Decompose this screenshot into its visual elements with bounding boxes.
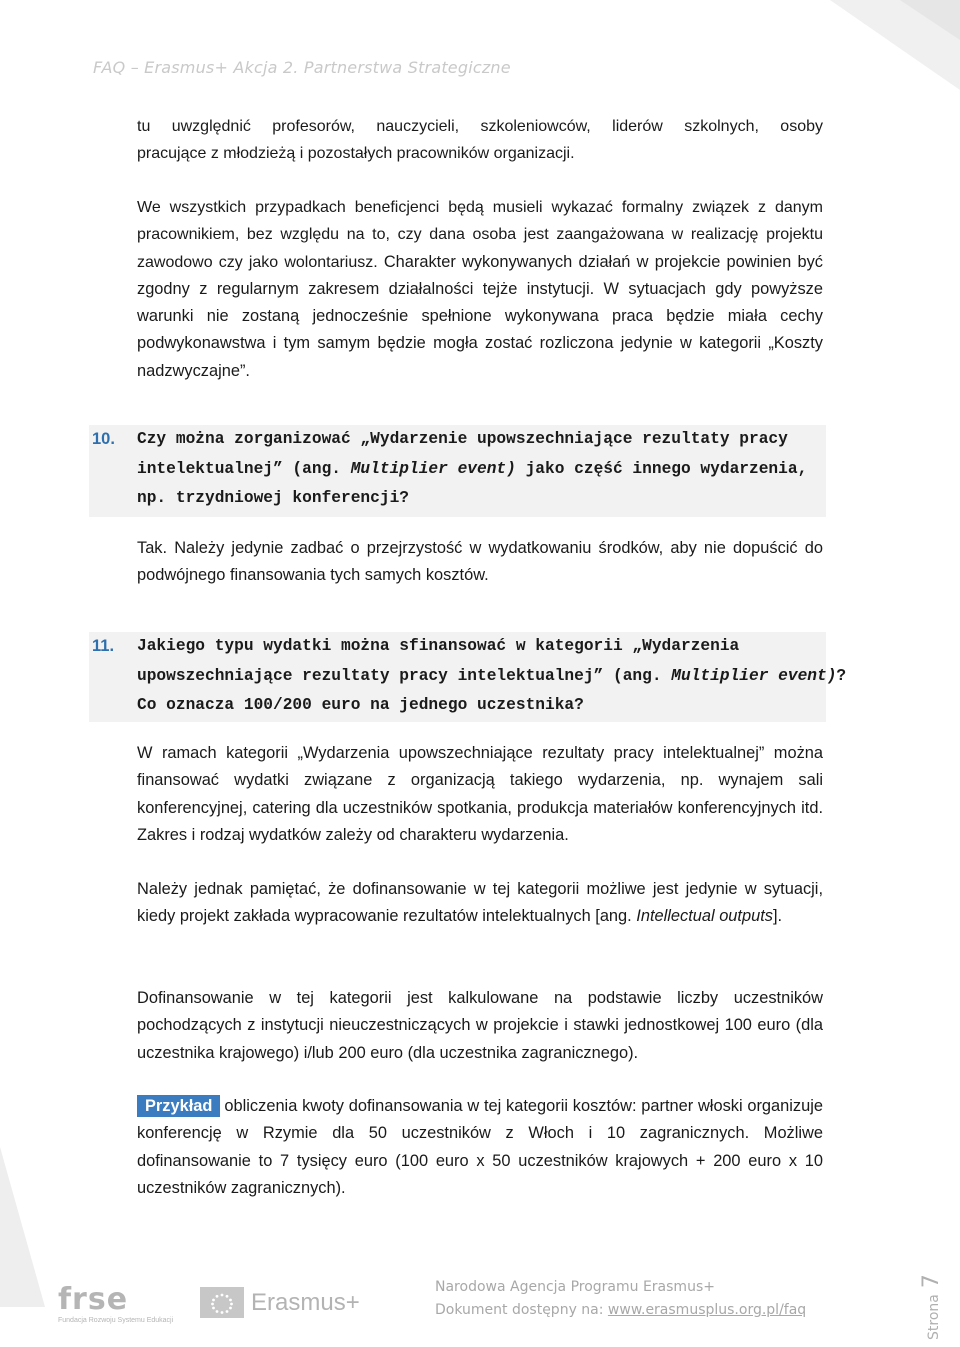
answer-11-paragraph-3: Dofinansowanie w tej kategorii jest kalkulowane na podstawie liczby uczestników pochodzących z instytucji nieuczestniczących w projekcie i stawki jednostkowej 100 euro (dla uczestnika krajowego) i/lub 200 euro (dla uczestnika zagranicznego). — [137, 989, 823, 1062]
page-number — [916, 1262, 946, 1340]
paragraph-text: Należy jednak pamiętać, że dofinansowanie w tej kategorii możliwe jest jedynie w sytuacji, kiedy projekt zakłada wypracowanie rezultatów intelektualnych [ang. — [137, 880, 823, 926]
intro-line-1: tu uwzględnić profesorów, nauczycieli, szkoleniowców, liderów szkolnych, osoby — [137, 118, 823, 135]
corner-decoration-left — [0, 1147, 45, 1307]
question-number: 10. — [92, 430, 115, 448]
question-fragment: ? — [836, 666, 847, 685]
question-10 — [89, 425, 826, 517]
erasmus-logo — [200, 1287, 360, 1318]
paragraph-relationship — [137, 194, 823, 385]
paragraph-intro — [137, 113, 823, 168]
question-11 — [89, 632, 847, 722]
frse-logo-subtitle: Fundacja Rozwoju Systemu Edukacji — [58, 1317, 174, 1324]
footer-doc-link[interactable]: www.erasmusplus.org.pl/faq — [607, 1302, 807, 1318]
frse-logo-text: frse — [58, 1282, 129, 1317]
footer-agency: Narodowa Agencja Programu Erasmus+ — [435, 1279, 715, 1295]
page-number-rotated — [919, 1260, 943, 1340]
question-text — [137, 632, 847, 721]
question-line: np. trzydniowej konferencji? — [137, 489, 409, 507]
example-paragraph — [137, 1093, 823, 1202]
question-fragment-italic: Multiplier event) — [350, 459, 516, 478]
eu-flag-icon — [200, 1287, 244, 1318]
frse-logo — [58, 1282, 174, 1324]
relationship-text-a: We wszystkich przypadkach beneficjenci będą musieli wykazać formalny związek z danym pracownikiem, bez względu na to, czy dana osoba jest zaangażowana w realizację projektu zawodowo czy jako wolontariusz. — [137, 199, 823, 271]
paragraph-text-tail: ]. — [772, 907, 783, 926]
question-fragment: upowszechniające rezultaty pracy intelektualnej” (ang. — [137, 666, 672, 685]
example-text: obliczenia kwoty dofinansowania w tej kategorii kosztów: partner włoski organizuje konferencję w Rzymie dla 50 uczestników z Włoch i 10 zagranicznych. Możliwe dofinansowanie to 7 tysięcy euro (100 euro x 50 uczestników krajowych + 200 euro x 10 uczestników zagranicznych). — [137, 1097, 823, 1197]
question-line — [137, 662, 847, 692]
question-line: Jakiego typu wydatki można sfinansować w kategorii „Wydarzenia — [137, 637, 740, 655]
footer-document — [435, 1299, 806, 1322]
eu-stars-icon — [207, 1292, 237, 1314]
intro-line-2: pracujące z młodzieżą i pozostałych pracowników organizacji. — [137, 145, 575, 163]
question-line — [137, 455, 826, 485]
footer-info — [435, 1276, 806, 1322]
question-line: Czy można zorganizować „Wydarzenie upowszechniające rezultaty pracy — [137, 430, 788, 448]
page-number-value: 7 — [919, 1274, 944, 1289]
answer-11-paragraph-2 — [137, 876, 823, 931]
corner-decoration-inner — [900, 0, 960, 40]
question-number: 11. — [92, 637, 115, 655]
paragraph-italic: Intellectual outputs — [636, 907, 773, 926]
question-line: Co oznacza 100/200 euro na jednego uczestnika? — [137, 696, 584, 714]
question-fragment: jako część innego wydarzenia, — [515, 459, 808, 478]
answer-11-paragraph-1: W ramach kategorii „Wydarzenia upowszechniające rezultaty pracy intelektualnej” można finansować wydatki związane z organizacją takiego wydarzenia, np. wynajem sali konferencyjnej, catering dla uczestników spotkania, produkcja materiałów konferencyjnych itd. Zakres i rodzaj wydatków zależy od charakteru wydarzenia. — [137, 744, 823, 844]
question-fragment-italic: Multiplier event) — [671, 666, 837, 685]
relationship-text-b: Charakter wykonywanych działań w projekcie powinien być zgodny z regularnym zakresem działalności tejże instytucji. W sytuacjach gdy powyższe warunki nie zostaną jednocześnie spełnione wykonywana praca będzie miała cechy podwykonawstwa i tym samym będzie mogła zostać rozliczona jedynie w kategorii „Koszty nadzwyczajne”. — [137, 252, 823, 380]
page-header: FAQ – Erasmus+ Akcja 2. Partnerstwa Strategiczne — [93, 58, 511, 77]
question-text — [137, 425, 826, 514]
question-fragment: intelektualnej” (ang. — [137, 459, 351, 478]
page-label: Strona — [926, 1294, 942, 1340]
answer-10: Tak. Należy jedynie zadbać o przejrzystość w wydatkowaniu środków, aby nie dopuścić do podwójnego finansowania tych samych kosztów. — [137, 539, 823, 585]
example-badge: Przykład — [137, 1095, 220, 1117]
footer-doc-label: Dokument dostępny na: — [435, 1302, 608, 1318]
erasmus-logo-text: Erasmus+ — [251, 1288, 360, 1316]
